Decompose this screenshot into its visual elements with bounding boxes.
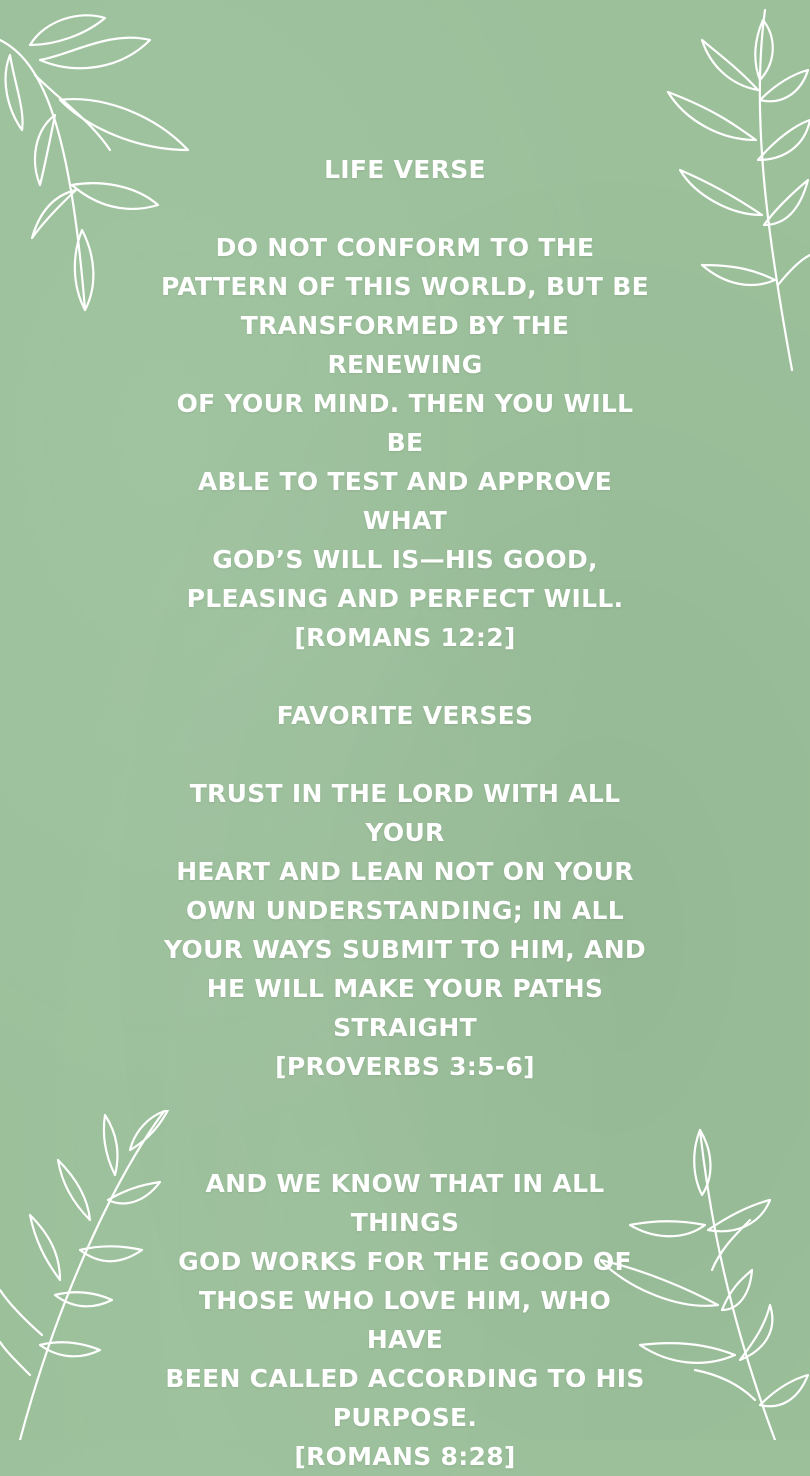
verse-line: TRANSFORMED BY THE RENEWING bbox=[240, 311, 570, 379]
favorite-verses-heading: FAVORITE VERSES bbox=[276, 701, 534, 730]
verse-line: STRAIGHT bbox=[333, 1013, 477, 1042]
favorite-verse-1-text bbox=[160, 774, 650, 1047]
verse-line: GOD’S WILL IS—HIS GOOD, bbox=[212, 545, 598, 574]
verse-line: THOSE WHO LOVE HIM, WHO HAVE bbox=[198, 1286, 612, 1354]
verse-line: AND WE KNOW THAT IN ALL THINGS bbox=[205, 1169, 605, 1237]
verse-line: BEEN CALLED ACCORDING TO HIS bbox=[165, 1364, 645, 1393]
verses-content bbox=[160, 150, 650, 1476]
verse-line: OWN UNDERSTANDING; IN ALL bbox=[186, 896, 624, 925]
verse-line: PURPOSE. bbox=[332, 1403, 478, 1432]
leaf-branch-top-right-icon bbox=[660, 0, 810, 380]
verse-line: TRUST IN THE LORD WITH ALL YOUR bbox=[189, 779, 621, 847]
verse-line: OF YOUR MIND. THEN YOU WILL BE bbox=[176, 389, 634, 457]
verse-line: DO NOT CONFORM TO THE bbox=[215, 233, 595, 262]
verse-line: PLEASING AND PERFECT WILL. bbox=[186, 584, 624, 613]
favorite-verse-1-reference: [PROVERBS 3:5-6] bbox=[275, 1052, 535, 1081]
life-verse-reference: [ROMANS 12:2] bbox=[294, 623, 516, 652]
life-verse-heading: LIFE VERSE bbox=[324, 155, 486, 184]
verse-line: YOUR WAYS SUBMIT TO HIM, AND bbox=[164, 935, 646, 964]
verse-line: HEART AND LEAN NOT ON YOUR bbox=[176, 857, 634, 886]
verse-line: GOD WORKS FOR THE GOOD OF bbox=[178, 1247, 632, 1276]
leaf-branch-bottom-left-icon bbox=[0, 1110, 180, 1440]
life-verse-text bbox=[160, 228, 650, 618]
favorite-verse-2-reference: [ROMANS 8:28] bbox=[294, 1442, 516, 1471]
verse-line: ABLE TO TEST AND APPROVE WHAT bbox=[197, 467, 613, 535]
favorite-verse-2-text bbox=[160, 1164, 650, 1437]
verse-line: HE WILL MAKE YOUR PATHS bbox=[206, 974, 604, 1003]
verse-line: PATTERN OF THIS WORLD, BUT BE bbox=[161, 272, 649, 301]
